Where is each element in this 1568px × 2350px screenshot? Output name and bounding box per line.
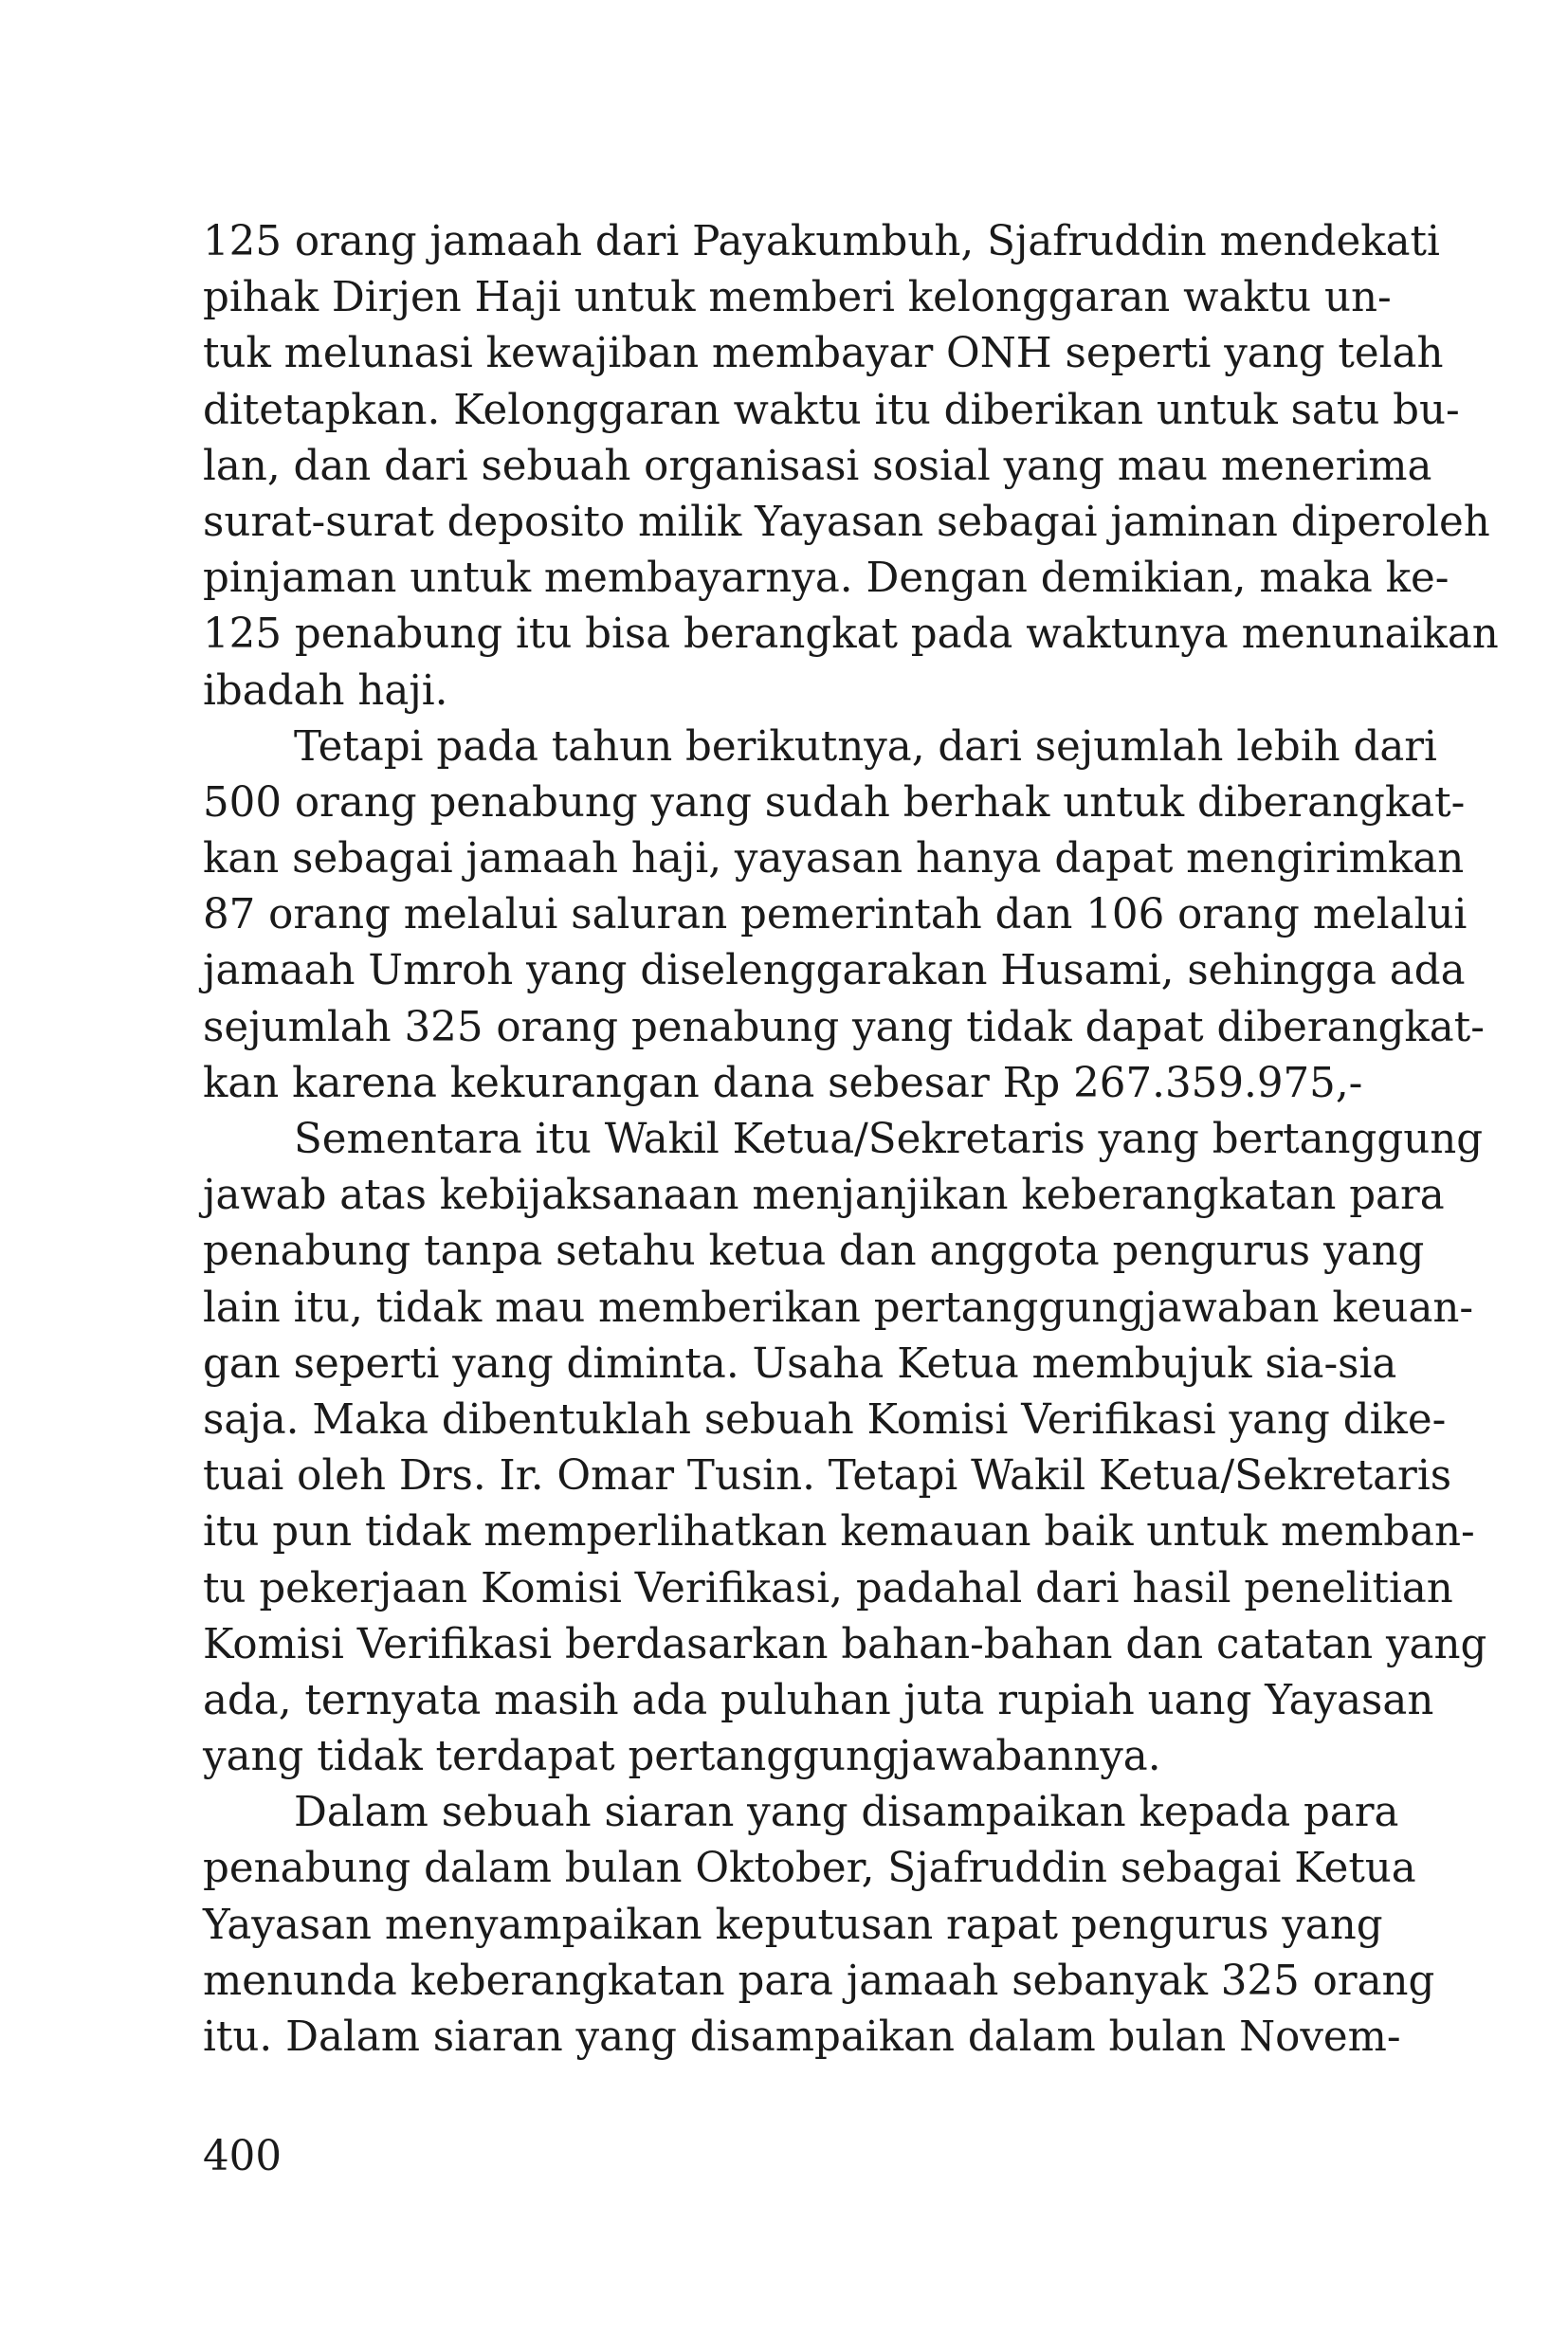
text-line: tu pekerjaan Komisi Verifikasi, padahal dari hasil penelitian	[203, 1564, 1453, 1612]
text-line: tuk melunasi kewajiban membayar ONH seperti yang telah	[203, 330, 1444, 378]
text-line: yang tidak terdapat pertanggungjawabannya.	[203, 1733, 1161, 1781]
page-number: 400	[203, 2133, 283, 2180]
text-line: gan seperti yang diminta. Usaha Ketua membujuk sia-sia	[203, 1339, 1397, 1388]
text-line: kan karena kekurangan dana sebesar Rp 267.359.975,-	[203, 1059, 1363, 1107]
paragraph-4	[203, 1785, 1435, 2066]
text-line: itu. Dalam siaran yang disampaikan dalam bulan Novem-	[203, 2013, 1401, 2061]
text-line: itu pun tidak memperlihatkan kemauan baik untuk memban-	[203, 1508, 1475, 1557]
text-line: jawab atas kebijaksanaan menjanjikan keberangkatan para	[203, 1172, 1445, 1220]
text-line: 87 orang melalui saluran pemerintah dan 106 orang melalui	[203, 891, 1468, 939]
text-line: ibadah haji.	[203, 666, 448, 715]
text-line: Dalam sebuah siaran yang disampaikan kepada para	[294, 1789, 1399, 1837]
text-line: tuai oleh Drs. Ir. Omar Tusin. Tetapi Wakil Ketua/Sekretaris	[203, 1452, 1452, 1501]
text-line: kan sebagai jamaah haji, yayasan hanya dapat mengirimkan	[203, 835, 1465, 884]
paragraph-2	[203, 720, 1485, 1112]
paragraph-1	[203, 214, 1499, 720]
text-line: Tetapi pada tahun berikutnya, dari sejumlah lebih dari	[294, 722, 1437, 771]
text-line: pihak Dirjen Haji untuk memberi kelonggaran waktu un-	[203, 274, 1392, 322]
text-line: lan, dan dari sebuah organisasi sosial yang mau menerima	[203, 442, 1432, 490]
page-body	[203, 214, 1499, 2066]
text-line: Komisi Verifikasi berdasarkan bahan-bahan dan catatan yang	[203, 1620, 1487, 1668]
text-line: 125 penabung itu bisa berangkat pada waktunya menunaikan	[203, 610, 1499, 659]
text-line: surat-surat deposito milik Yayasan sebagai jaminan diperoleh	[203, 498, 1490, 546]
text-line: menunda keberangkatan para jamaah sebanyak 325 orang	[203, 1957, 1435, 2005]
text-line: pinjaman untuk membayarnya. Dengan demikian, maka ke-	[203, 555, 1449, 603]
text-line: 125 orang jamaah dari Payakumbuh, Sjafruddin mendekati	[203, 218, 1440, 265]
text-line: Sementara itu Wakil Ketua/Sekretaris yang bertanggung	[294, 1116, 1484, 1163]
text-line: penabung tanpa setahu ketua dan anggota pengurus yang	[203, 1228, 1425, 1276]
paragraph-3	[203, 1112, 1487, 1785]
text-line: jamaah Umroh yang diselenggarakan Husami, sehingga ada	[203, 947, 1466, 995]
text-line: lain itu, tidak mau memberikan pertanggungjawaban keuan-	[203, 1284, 1474, 1332]
text-line: ada, ternyata masih ada puluhan juta rupiah uang Yayasan	[203, 1676, 1434, 1724]
text-line: saja. Maka dibentuklah sebuah Komisi Verifikasi yang dike-	[203, 1395, 1447, 1444]
text-line: penabung dalam bulan Oktober, Sjafruddin sebagai Ketua	[203, 1845, 1416, 1893]
text-line: sejumlah 325 orang penabung yang tidak dapat diberangkat-	[203, 1003, 1485, 1051]
text-line: ditetapkan. Kelonggaran waktu itu diberikan untuk satu bu-	[203, 386, 1460, 434]
text-line: Yayasan menyampaikan keputusan rapat pengurus yang	[203, 1901, 1383, 1949]
text-line: 500 orang penabung yang sudah berhak untuk diberangkat-	[203, 778, 1466, 827]
